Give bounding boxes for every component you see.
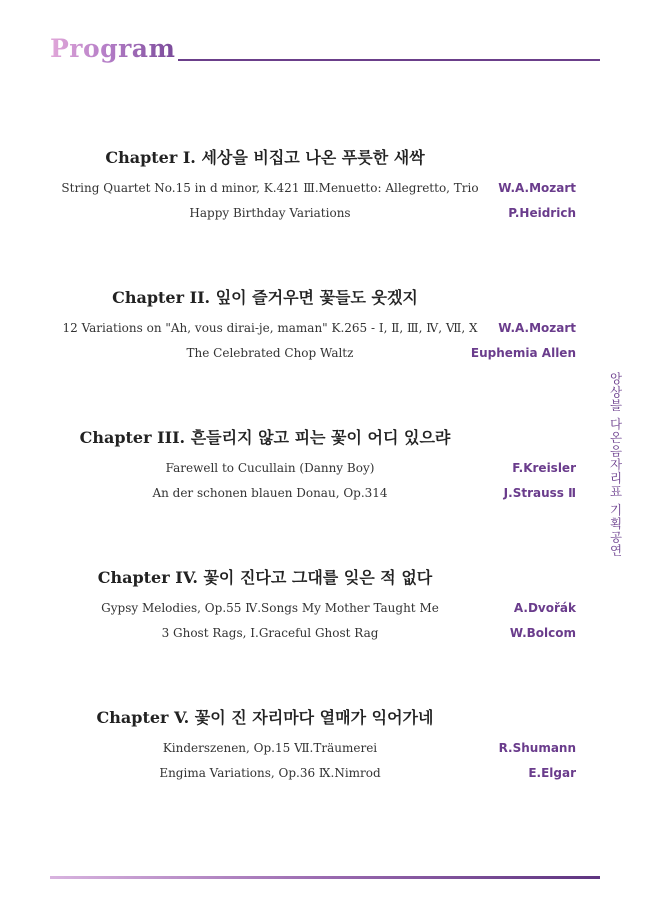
piece-title: Engima Variations, Op.36 Ⅸ.Nimrod — [159, 766, 381, 780]
header-rule — [178, 59, 600, 61]
piece-composer: W.A.Mozart — [498, 321, 576, 335]
page-title: Program — [50, 34, 176, 63]
chapter-title: Chapter II. 잎이 즐거우면 꽃들도 웃겠지 — [112, 288, 418, 307]
piece-title: 3 Ghost Rags, Ⅰ.Graceful Ghost Rag — [161, 626, 379, 640]
piece-composer: P.Heidrich — [508, 206, 576, 220]
program-item — [0, 206, 650, 226]
piece-title: The Celebrated Chop Waltz — [186, 346, 354, 360]
program-item — [0, 181, 650, 201]
piece-title: Farewell to Cucullain (Danny Boy) — [165, 461, 375, 475]
chapter-title: Chapter I. 세상을 비집고 나온 푸릇한 새싹 — [105, 148, 425, 167]
piece-composer: F.Kreisler — [512, 461, 576, 475]
program-item — [0, 461, 650, 481]
piece-title: Happy Birthday Variations — [189, 206, 351, 220]
program-item — [0, 346, 650, 366]
piece-composer: Euphemia Allen — [470, 346, 576, 360]
piece-title: Gypsy Melodies, Op.55 Ⅳ.Songs My Mother Taught Me — [101, 601, 439, 615]
program-item — [0, 486, 650, 506]
program-item — [0, 741, 650, 761]
piece-title: Kinderszenen, Op.15 Ⅶ.Träumerei — [162, 741, 378, 755]
piece-title: 12 Variations on "Ah, vous dirai-je, maman" K.265 - Ⅰ, Ⅱ, Ⅲ, Ⅳ, Ⅶ, Ⅹ — [62, 321, 478, 335]
piece-composer: W.Bolcom — [509, 626, 576, 640]
chapter-title: Chapter III. 흔들리지 않고 피는 꽃이 어디 있으랴 — [79, 428, 451, 447]
piece-composer: J.Strauss Ⅱ — [503, 486, 576, 500]
piece-title: String Quartet No.15 in d minor, K.421 Ⅲ.Menuetto: Allegretto, Trio — [61, 181, 479, 195]
program-item — [0, 626, 650, 646]
program-item — [0, 601, 650, 621]
vertical-concert-label: 앙상블 다온음자리표 기획공연 — [608, 372, 623, 558]
program-item — [0, 321, 650, 341]
piece-composer: E.Elgar — [528, 766, 576, 780]
piece-composer: R.Shumann — [498, 741, 576, 755]
chapter-title: Chapter V. 꽃이 진 자리마다 열매가 익어가네 — [96, 708, 434, 727]
piece-composer: A.Dvořák — [513, 601, 576, 615]
piece-title: An der schonen blauen Donau, Op.314 — [152, 486, 388, 500]
program-item — [0, 766, 650, 786]
chapter-title: Chapter IV. 꽃이 진다고 그대를 잊은 적 없다 — [97, 568, 433, 587]
footer-rule — [50, 876, 600, 879]
piece-composer: W.A.Mozart — [498, 181, 576, 195]
